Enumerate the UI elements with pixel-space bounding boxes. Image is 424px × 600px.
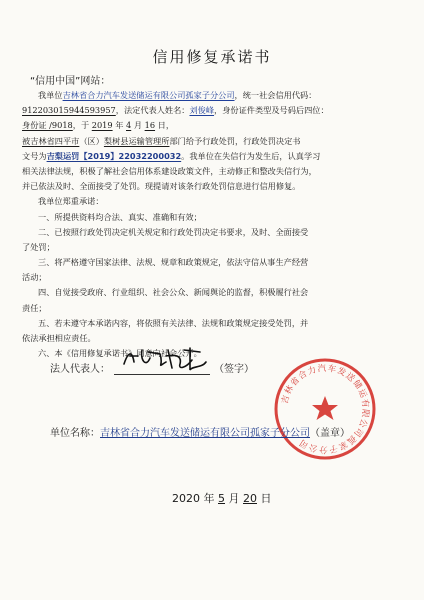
filled-field: 4 bbox=[126, 120, 132, 131]
text-line bbox=[22, 134, 407, 149]
filled-field: 身份证 /9018 bbox=[22, 120, 73, 131]
date-day-char: 日 bbox=[260, 492, 272, 505]
handwritten-signature bbox=[120, 344, 208, 374]
date-year: 2020 bbox=[172, 492, 200, 505]
text-segment: 四、自觉接受政府、行业组织、社会公众、新闻舆论的监督，积极履行社会 bbox=[38, 287, 309, 298]
text-line bbox=[22, 331, 407, 346]
text-segment: 责任； bbox=[22, 302, 47, 313]
text-segment: 部门给予行政处罚，行政处罚决定书 bbox=[169, 135, 301, 146]
date-month-char: 月 bbox=[228, 492, 240, 505]
text-line bbox=[22, 255, 407, 270]
text-segment: 一、所提供资料均合法、真实、准确和有效； bbox=[38, 211, 202, 222]
text-line bbox=[22, 316, 407, 331]
filled-field: 被吉林省 bbox=[22, 135, 55, 146]
text-line bbox=[22, 118, 407, 133]
filled-field: 吉林省合力汽车发送储运有限公司孤家子分公司 bbox=[62, 90, 235, 100]
filled-field: 梨树县运输管理所 bbox=[103, 135, 170, 146]
salutation: “信用中国”网站： bbox=[30, 76, 111, 87]
signature-suffix: （签字） bbox=[214, 364, 254, 375]
text-segment: 依法承担相应责任。 bbox=[22, 333, 96, 343]
text-line bbox=[22, 88, 407, 103]
text-line bbox=[22, 103, 407, 118]
text-line bbox=[22, 240, 407, 255]
text-line bbox=[22, 164, 407, 179]
signature-line bbox=[114, 352, 210, 375]
unit-label: 单位名称： bbox=[50, 428, 100, 439]
text-segment: ，统一社会信用代码： bbox=[234, 90, 317, 100]
text-segment: 我单位郑重承诺： bbox=[38, 196, 104, 207]
text-segment: 月 bbox=[131, 120, 145, 131]
text-segment: 年 bbox=[112, 120, 126, 131]
text-line bbox=[22, 301, 407, 316]
text-segment: 文号为 bbox=[22, 150, 47, 161]
text-line bbox=[22, 285, 407, 300]
date-month: 5 bbox=[218, 492, 225, 505]
filled-field: 912203015944593957 bbox=[22, 105, 116, 116]
pledge-body bbox=[22, 88, 407, 361]
text-segment: ，于 bbox=[72, 120, 92, 131]
date-year-char: 年 bbox=[203, 492, 215, 505]
filled-field: 16 bbox=[144, 120, 156, 131]
text-segment: 并已依法及时、全面接受了处罚。现提请对该条行政处罚信息进行信用修复。 bbox=[22, 181, 301, 192]
text-segment: 五、若未遵守本承诺内容，将依照有关法律、法规和政策规定接受处罚，并 bbox=[38, 317, 309, 328]
unit-suffix: （盖章） bbox=[310, 428, 350, 439]
text-segment: 。我单位在失信行为发生后，认真学习 bbox=[181, 150, 321, 161]
legal-representative-row bbox=[50, 352, 254, 375]
page-title: 信用修复承诺书 bbox=[152, 48, 272, 66]
text-segment: 二、已按照行政处罚决定机关规定和行政处罚决定书要求，及时、全面接受 bbox=[38, 226, 309, 237]
text-segment: ，法定代表人姓名： bbox=[115, 105, 190, 116]
filled-field: 四平市 bbox=[54, 135, 80, 146]
text-line bbox=[22, 179, 407, 194]
filled-field: 刘俊峰 bbox=[189, 105, 215, 116]
filled-field: 吉梨运罚【2019】22032200032 bbox=[46, 150, 182, 161]
sign-date bbox=[172, 490, 272, 506]
seal-text: 吉林省合力汽车发送储运有限公司孤家子分公司 bbox=[280, 363, 371, 455]
text-segment: 三、将严格遵守国家法律、法规、规章和政策规定，依法守信从事生产经营 bbox=[38, 257, 309, 268]
text-segment: 我单位 bbox=[38, 90, 63, 100]
text-line bbox=[22, 149, 407, 164]
text-line bbox=[22, 225, 407, 240]
date-day: 20 bbox=[243, 492, 257, 505]
text-line bbox=[22, 194, 407, 209]
filled-field: 2019 bbox=[91, 120, 113, 131]
text-segment: 活动； bbox=[22, 272, 47, 283]
text-line bbox=[22, 270, 407, 285]
text-segment: 六、本《信用修复承诺书》同意向社会公开。 bbox=[38, 348, 202, 359]
text-segment: 日， bbox=[155, 120, 175, 131]
text-segment: 相关法律法规，积极了解社会信用体系建设政策文件，主动修正和整改失信行为， bbox=[22, 165, 317, 176]
legal-rep-label: 法人代表人： bbox=[50, 364, 110, 375]
unit-name: 吉林省合力汽车发送储运有限公司孤家子分公司 bbox=[100, 428, 310, 439]
text-line bbox=[22, 210, 407, 225]
company-seal bbox=[272, 356, 378, 462]
text-segment: ，身份证件类型及号码后四位： bbox=[214, 105, 329, 116]
text-segment: （区） bbox=[79, 135, 104, 146]
text-segment: 了处罚； bbox=[22, 241, 55, 252]
unit-name-row bbox=[50, 424, 350, 439]
